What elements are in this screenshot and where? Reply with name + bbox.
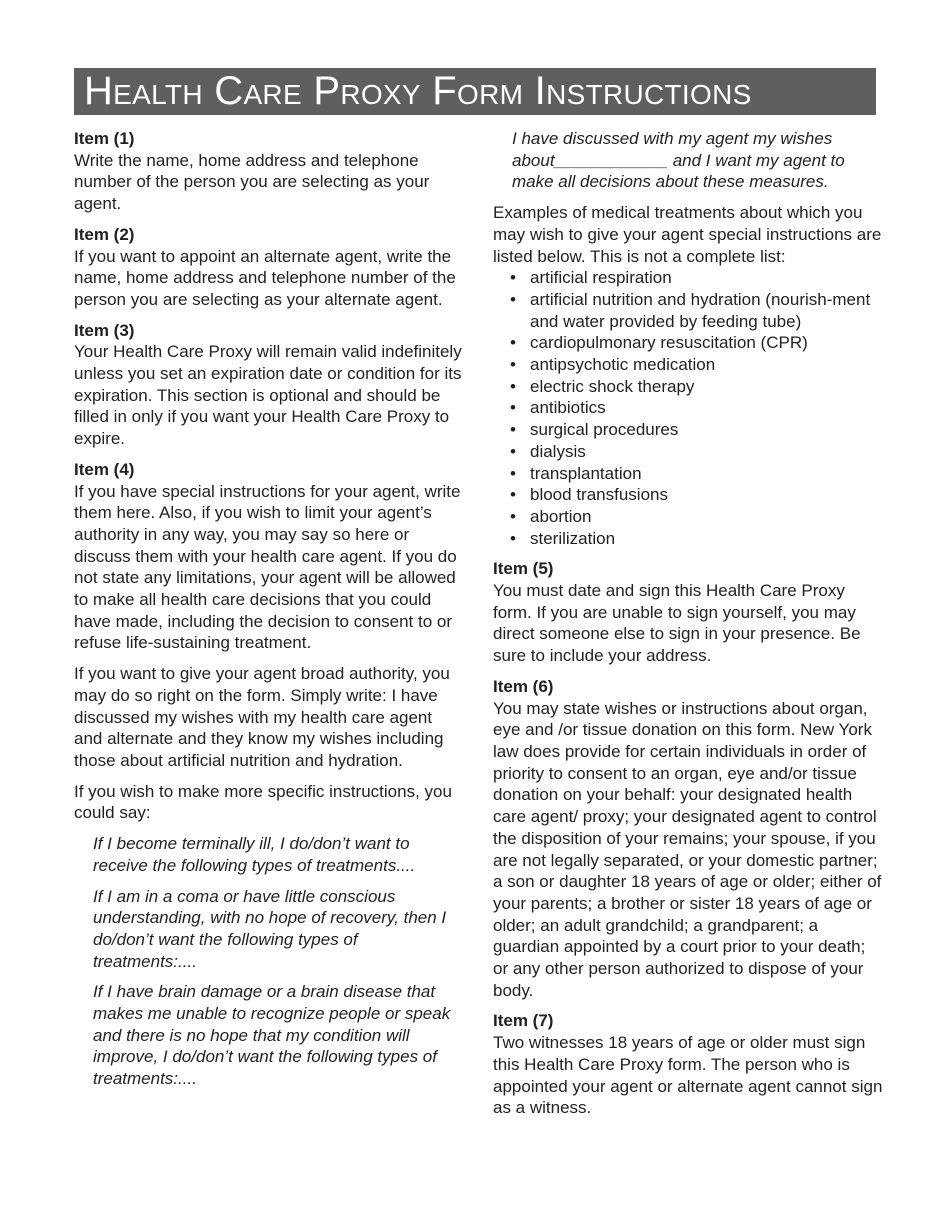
item-7-section bbox=[493, 1010, 885, 1119]
bullet-icon: • bbox=[510, 420, 516, 440]
example-brain-damage: If I have brain damage or a brain disease that makes me unable to recognize people or speak and there is no hope that my condition will improve, I do/don’t want the following types of treatments:.... bbox=[93, 982, 451, 1089]
right-column bbox=[493, 128, 885, 1128]
bullet-icon: • bbox=[510, 441, 516, 461]
item-6-section bbox=[493, 676, 885, 1002]
item-3-section bbox=[74, 320, 464, 450]
specific-instructions-intro: If you wish to make more specific instructions, you could say: bbox=[74, 781, 452, 823]
item-6-heading: Item (6) bbox=[493, 676, 554, 696]
list-item: • antipsychotic medication bbox=[510, 355, 716, 375]
treatments-list bbox=[493, 267, 885, 549]
list-item: • transplantation bbox=[510, 463, 642, 483]
item-5-heading: Item (5) bbox=[493, 559, 554, 579]
example-coma: If I am in a coma or have little conscious understanding, with no hope of recovery, then I do/don’t want the following types of treatments:.... bbox=[93, 886, 447, 971]
item-7-heading: Item (7) bbox=[493, 1011, 554, 1031]
page-title: Health Care Proxy Form Instructions bbox=[84, 69, 752, 113]
item-3-heading: Item (3) bbox=[74, 320, 135, 340]
bullet-icon: • bbox=[510, 485, 516, 505]
item-1-heading: Item (1) bbox=[74, 129, 135, 148]
item-2-text: If you want to appoint an alternate agent, write the name, home address and telephone number of the person you are selecting as your alternate agent. bbox=[74, 246, 456, 309]
item-4-text: If you have special instructions for your agent, write them here. Also, if you wish to limit your agent’s authority in any way, you may say so here or discuss them with your health care agent. If you do not state any limitations, your agent will be allowed to make all health care decisions that you could have made, including the decision to consent to or refuse life-sustaining treatment. bbox=[74, 481, 461, 653]
item-4-section bbox=[74, 459, 464, 654]
list-item: • surgical procedures bbox=[510, 420, 679, 440]
list-item: • electric shock therapy bbox=[510, 376, 695, 396]
bullet-icon: • bbox=[510, 376, 516, 396]
list-item: • dialysis bbox=[510, 441, 586, 461]
list-item: • cardiopulmonary resuscitation (CPR) bbox=[510, 333, 808, 353]
item-5-section bbox=[493, 558, 885, 667]
bullet-icon: • bbox=[510, 528, 516, 548]
bullet-icon: • bbox=[510, 463, 516, 483]
item-2-section bbox=[74, 224, 464, 311]
example-terminally-ill: If I become terminally ill, I do/don’t want to receive the following types of treatments.... bbox=[93, 834, 416, 875]
item-5-text: You must date and sign this Health Care Proxy form. If you are unable to sign yourself, you may direct someone else to sign in your presence. Be sure to include your address. bbox=[493, 581, 861, 666]
treatments-intro: Examples of medical treatments about which you may wish to give your agent special instructions are listed below. This is not a complete list: bbox=[493, 203, 882, 266]
list-item: • artificial respiration bbox=[510, 268, 672, 288]
example-discussed-wishes: I have discussed with my agent my wishes about____________ and I want my agent to make all decisions about these measures. bbox=[512, 129, 845, 192]
list-item: • blood transfusions bbox=[510, 485, 668, 505]
bullet-icon: • bbox=[510, 506, 516, 526]
list-item: • artificial nutrition and hydration (nourish-ment and water provided by feeding tube) bbox=[510, 289, 871, 331]
left-column bbox=[74, 128, 464, 1099]
broad-authority-text: If you want to give your agent broad authority, you may do so right on the form. Simply write: I have discussed my wishes with my health care agent and alternate and they know my wishes including those about artificial nutrition and hydration. bbox=[74, 664, 450, 770]
bullet-icon: • bbox=[510, 289, 516, 309]
bullet-icon: • bbox=[510, 333, 516, 353]
item-1-section bbox=[74, 128, 464, 215]
bullet-icon: • bbox=[510, 355, 516, 375]
item-2-heading: Item (2) bbox=[74, 224, 135, 244]
item-4-heading: Item (4) bbox=[74, 459, 135, 479]
item-7-text: Two witnesses 18 years of age or older must sign this Health Care Proxy form. The person who is appointed your agent or alternate agent cannot sign as a witness. bbox=[493, 1033, 883, 1118]
item-1-text: Write the name, home address and telephone number of the person you are selecting as your agent. bbox=[74, 150, 430, 214]
item-3-text: Your Health Care Proxy will remain valid indefinitely unless you set an expiration date or condition for its expiration. This section is optional and should be filled in only if you want your Health Care Proxy to expire. bbox=[74, 342, 462, 449]
title-banner bbox=[74, 68, 876, 115]
item-6-text: You may state wishes or instructions about organ, eye and /or tissue donation on this form. New York law does provide for certain individuals in order of priority to consent to an organ, eye and/or tissue donation on your behalf: your designated health care agent/ proxy; your designated agent to control the disposition of your remains; your spouse, if you are not legally separated, or your domestic partner; a son or daughter 18 years of age or older; either of your parents; a brother or sister 18 years of age or older; an adult grandchild; a grandparent; a guardian appointed by a court prior to your death; or any other person authorized to dispose of your body. bbox=[493, 698, 882, 1000]
list-item: • abortion bbox=[510, 506, 592, 526]
bullet-icon: • bbox=[510, 398, 516, 418]
bullet-icon: • bbox=[510, 268, 516, 288]
list-item: • antibiotics bbox=[510, 398, 606, 418]
list-item: • sterilization bbox=[510, 528, 616, 548]
